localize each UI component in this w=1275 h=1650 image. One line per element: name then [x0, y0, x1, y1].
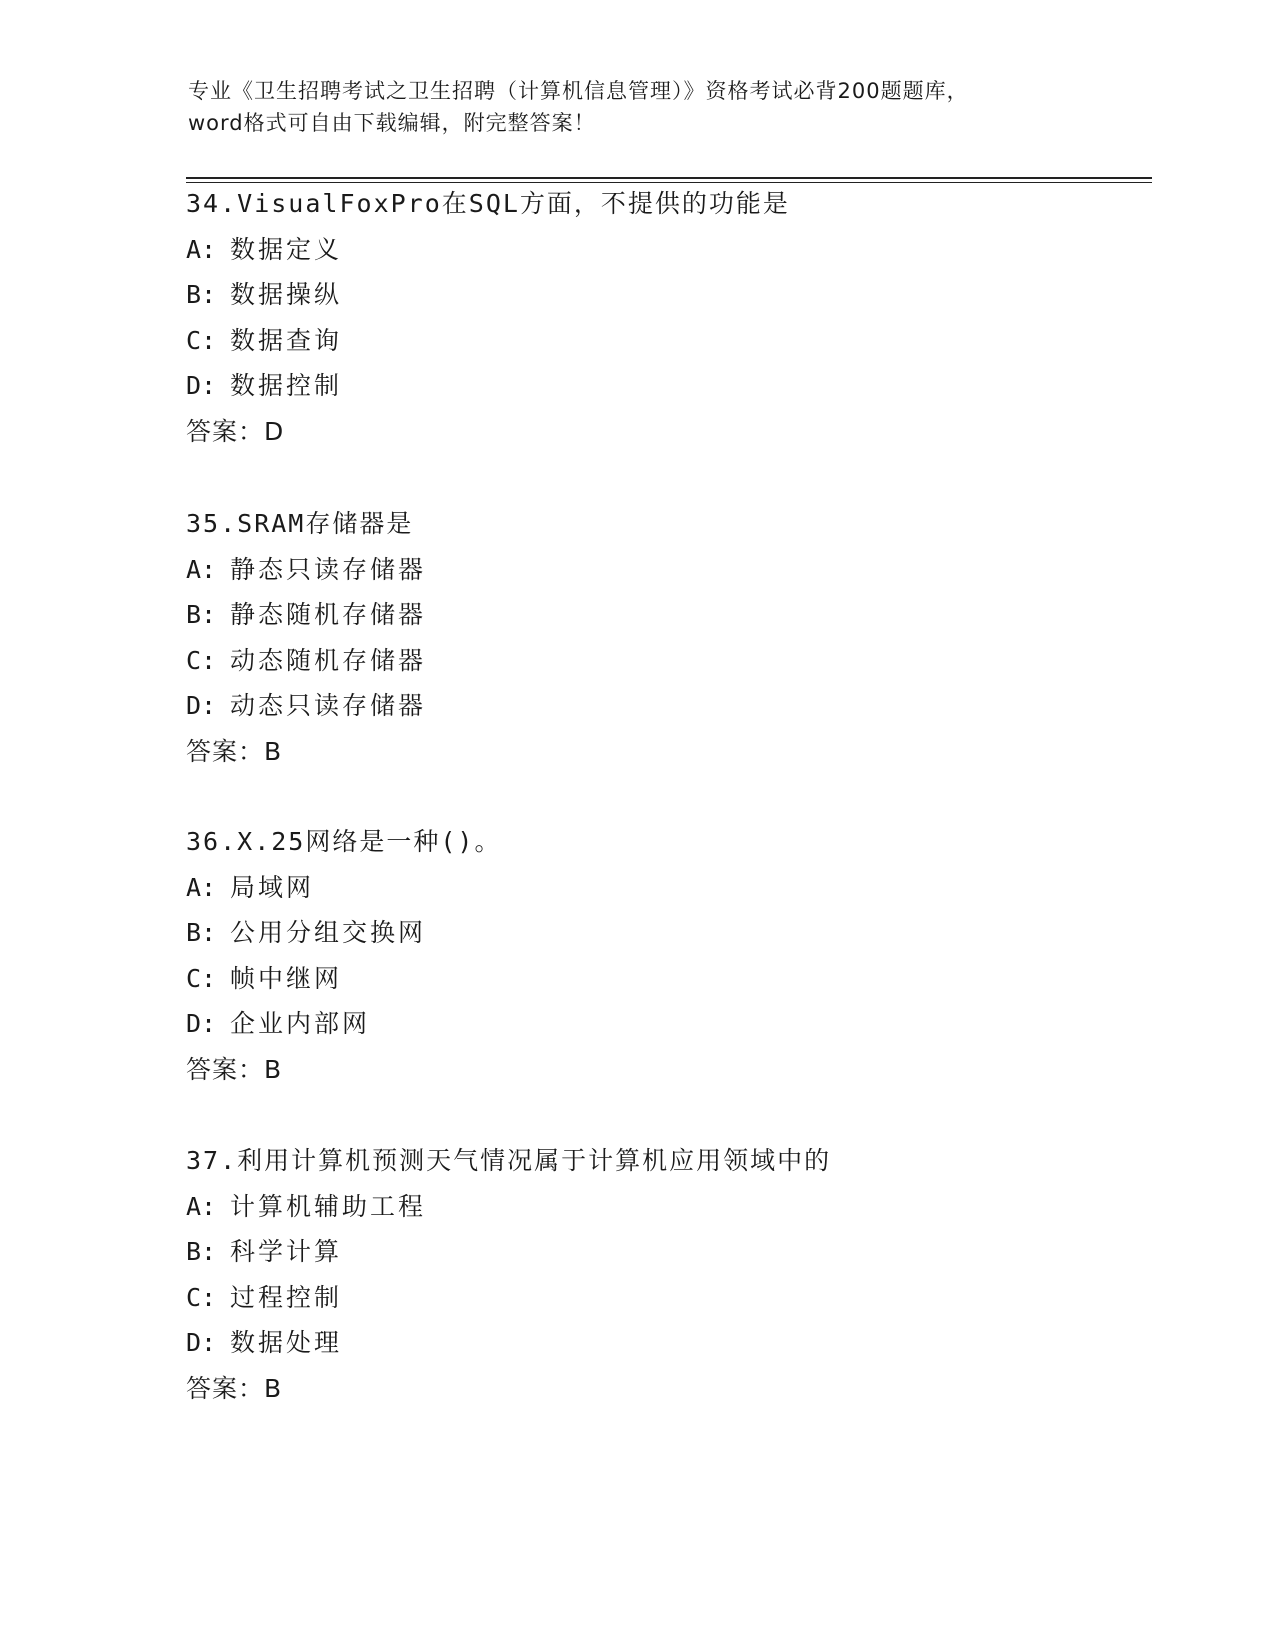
option-b: [186, 1229, 1146, 1275]
answer-text: 答案：D: [186, 416, 285, 446]
header-text-line-1: 专业《卫生招聘考试之卫生招聘（计算机信息管理）》资格考试必背200题题库，: [188, 79, 969, 103]
option-a: [186, 865, 1146, 911]
option-text: 企业内部网: [230, 1009, 371, 1038]
answer-text: 答案：B: [186, 736, 283, 766]
option-c: [186, 956, 1146, 1002]
option-a: [186, 1184, 1146, 1230]
option-c: [186, 638, 1146, 684]
option-key: D:: [186, 371, 217, 400]
option-key: B:: [186, 918, 217, 947]
option-text: 数据操纵: [230, 280, 343, 309]
question-text: 35.SRAM存储器是: [186, 509, 414, 538]
option-key: C:: [186, 1282, 217, 1312]
option-text: 计算机辅助工程: [230, 1191, 427, 1221]
option-text: 数据定义: [230, 234, 343, 264]
option-text: 局域网: [230, 872, 315, 902]
answer-text: 答案：B: [186, 1373, 283, 1403]
option-text: 动态随机存储器: [230, 645, 427, 675]
answer-text: 答案：B: [186, 1054, 283, 1084]
option-c: [186, 1275, 1146, 1321]
option-a: [186, 227, 1146, 273]
option-d: [186, 363, 1146, 409]
option-key: C:: [186, 325, 217, 355]
option-text: 静态只读存储器: [230, 554, 427, 584]
option-key: C:: [186, 645, 217, 675]
option-text: 公用分组交换网: [230, 918, 427, 947]
question-text: 37.利用计算机预测天气情况属于计算机应用领域中的: [186, 1146, 832, 1175]
question-block: [186, 819, 1146, 1092]
option-text: 数据查询: [230, 325, 343, 355]
option-b: [186, 910, 1146, 956]
option-key: B:: [186, 1237, 217, 1266]
question-text: 34.VisualFoxPro在SQL方面，不提供的功能是: [186, 189, 790, 218]
option-text: 数据控制: [230, 371, 343, 400]
option-text: 帧中继网: [230, 963, 343, 993]
header-divider-thick: [186, 177, 1152, 179]
option-text: 动态只读存储器: [230, 691, 427, 720]
option-b: [186, 592, 1146, 638]
option-key: C:: [186, 963, 217, 993]
question-block: [186, 501, 1146, 774]
option-text: 过程控制: [230, 1282, 343, 1312]
option-text: 数据处理: [230, 1328, 343, 1357]
option-text: 科学计算: [230, 1237, 343, 1266]
header-text-line-2: word格式可自由下载编辑，附完整答案！: [188, 111, 596, 135]
option-a: [186, 547, 1146, 593]
option-d: [186, 1001, 1146, 1047]
option-key: D:: [186, 1009, 217, 1038]
option-key: B:: [186, 600, 217, 629]
option-d: [186, 1320, 1146, 1366]
option-b: [186, 272, 1146, 318]
option-key: A:: [186, 554, 217, 584]
option-key: D:: [186, 1328, 217, 1357]
option-key: A:: [186, 1191, 217, 1221]
option-key: D:: [186, 691, 217, 720]
option-c: [186, 318, 1146, 364]
question-text: 36.X.25网络是一种()。: [186, 827, 502, 856]
option-key: A:: [186, 872, 217, 902]
option-d: [186, 683, 1146, 729]
option-key: B:: [186, 280, 217, 309]
question-block: [186, 181, 1146, 454]
option-text: 静态随机存储器: [230, 600, 427, 629]
option-key: A:: [186, 234, 217, 264]
question-block: [186, 1138, 1146, 1411]
